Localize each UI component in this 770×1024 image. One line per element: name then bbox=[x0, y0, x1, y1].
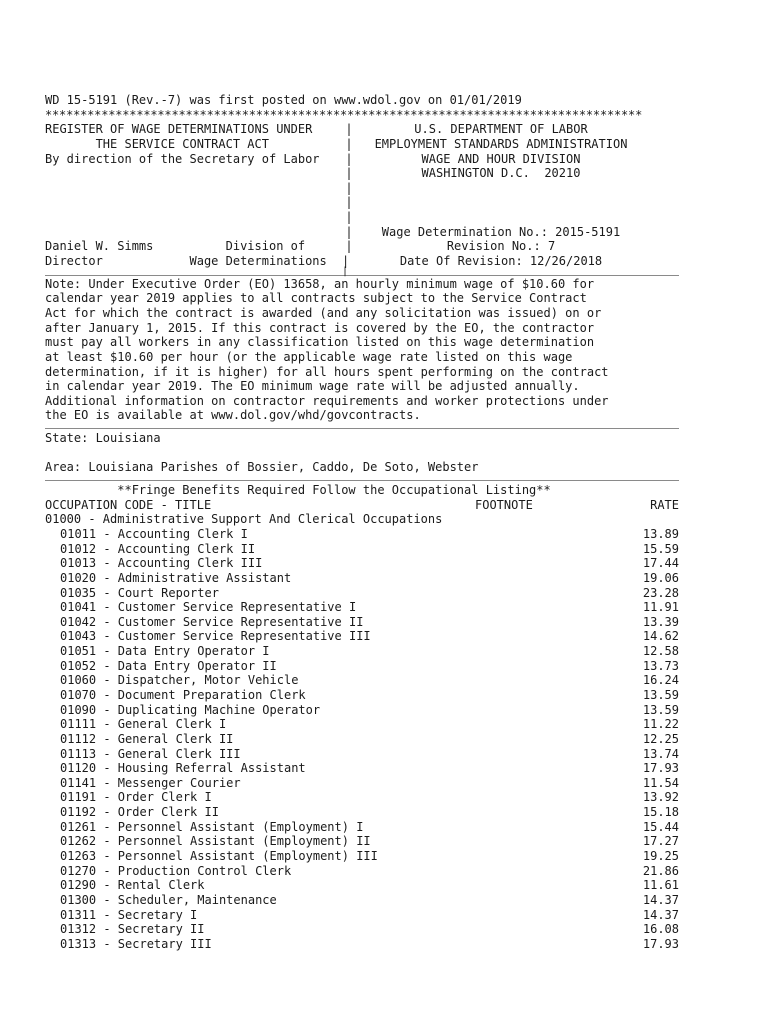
header-separator: | bbox=[345, 210, 353, 225]
occupation-rate: 14.37 bbox=[642, 892, 679, 907]
header-separator: | bbox=[342, 265, 349, 277]
table-row bbox=[45, 864, 685, 879]
occupation-rate: 14.37 bbox=[642, 907, 679, 922]
table-row bbox=[45, 556, 685, 571]
occupation-title: 01020 - Administrative Assistant bbox=[60, 570, 292, 585]
occupation-title: 01192 - Order Clerk II bbox=[60, 805, 219, 820]
column-header-rate: RATE bbox=[650, 497, 679, 512]
occupation-title: 01011 - Accounting Clerk I bbox=[60, 526, 248, 541]
signer-line-1: Daniel W. Simms Division of bbox=[45, 239, 306, 254]
occupation-rate: 13.74 bbox=[642, 746, 679, 761]
table-row bbox=[45, 703, 685, 718]
occupation-rate: 13.73 bbox=[642, 658, 679, 673]
occupation-title: 01013 - Accounting Clerk III bbox=[60, 556, 263, 571]
signer-line-2: Director Wage Determinations bbox=[45, 254, 327, 269]
occupation-rate: 16.24 bbox=[642, 673, 679, 688]
occupation-title: 01112 - General Clerk II bbox=[60, 731, 234, 746]
table-row bbox=[45, 615, 685, 630]
header-separator: | bbox=[345, 239, 353, 254]
occupation-title: 01113 - General Clerk III bbox=[60, 746, 241, 761]
occupation-title: 01311 - Secretary I bbox=[60, 907, 198, 922]
divider bbox=[45, 428, 679, 429]
table-row bbox=[45, 659, 685, 674]
occupation-rate: 12.58 bbox=[642, 644, 679, 659]
column-header-footnote: FOOTNOTE bbox=[475, 497, 533, 512]
posted-line: WD 15-5191 (Rev.-7) was first posted on www.wdol.gov on 01/01/2019 bbox=[45, 93, 522, 107]
wage-determination-document bbox=[45, 93, 685, 952]
occupation-rate: 11.61 bbox=[642, 878, 679, 893]
table-row bbox=[45, 586, 685, 601]
occupation-title: 01141 - Messenger Courier bbox=[60, 775, 241, 790]
register-title-line-2: THE SERVICE CONTRACT ACT bbox=[45, 136, 269, 151]
table-row bbox=[45, 761, 685, 776]
occupation-rate: 11.91 bbox=[642, 600, 679, 615]
table-row bbox=[45, 629, 685, 644]
occupation-rate: 23.28 bbox=[642, 585, 679, 600]
header-separator: | bbox=[345, 180, 353, 195]
header-separator: | bbox=[345, 122, 353, 137]
divider bbox=[45, 275, 679, 276]
occupation-rate: 14.62 bbox=[642, 629, 679, 644]
table-row bbox=[45, 908, 685, 923]
occupation-rate: 17.93 bbox=[642, 936, 679, 951]
occupation-title: 01290 - Rental Clerk bbox=[60, 878, 205, 893]
table-row bbox=[45, 688, 685, 703]
occupation-rate: 19.06 bbox=[642, 570, 679, 585]
table-row bbox=[45, 849, 685, 864]
division-name: WAGE AND HOUR DIVISION bbox=[421, 151, 581, 166]
occupation-rate: 19.25 bbox=[642, 849, 679, 864]
table-row bbox=[45, 834, 685, 849]
occupation-rate: 13.39 bbox=[642, 614, 679, 629]
occupation-title: 01312 - Secretary II bbox=[60, 922, 205, 937]
table-row bbox=[45, 747, 685, 762]
table-row bbox=[45, 790, 685, 805]
table-row bbox=[45, 732, 685, 747]
revision-date: Date Of Revision: 12/26/2018 bbox=[399, 254, 603, 269]
occupation-title: 01052 - Data Entry Operator II bbox=[60, 658, 277, 673]
table-row bbox=[45, 571, 685, 586]
table-row bbox=[45, 644, 685, 659]
occupation-title: 01313 - Secretary III bbox=[60, 936, 212, 951]
eo-minimum-wage-note: Note: Under Executive Order (EO) 13658, an hourly minimum wage of $10.60 for calendar year 2019 applies to all contracts subject to the Service Contract Act for which the contract is awarded (and any solicitation was issued) on or after January 1, 2015. If this contract is covered by the EO, the contractor must pay all workers in any classification listed on this wage determination at least $10.60 per hour (or the applicable wage rate listed on this wage determination, if it is higher) for all hours spent performing on the contract in calendar year 2019. The EO minimum wage rate will be adjusted annually. Additional information on contractor requirements and worker protections under the EO is available at www.dol.gov/whd/govcontracts. bbox=[45, 276, 609, 423]
occupation-rate: 13.92 bbox=[642, 790, 679, 805]
table-row bbox=[45, 805, 685, 820]
header-separator: | bbox=[345, 151, 353, 166]
occupation-title: 01012 - Accounting Clerk II bbox=[60, 541, 256, 556]
header-separator: | bbox=[345, 195, 353, 210]
occupation-rate: 15.44 bbox=[642, 819, 679, 834]
header-separator: | bbox=[342, 254, 350, 269]
occupation-title: 01262 - Personnel Assistant (Employment) II bbox=[60, 834, 371, 849]
register-title-line-3: By direction of the Secretary of Labor bbox=[45, 151, 320, 166]
table-row bbox=[45, 937, 685, 952]
occupation-title: 01300 - Scheduler, Maintenance bbox=[60, 892, 277, 907]
division-address: WASHINGTON D.C. 20210 bbox=[421, 166, 581, 181]
occupation-title: 01261 - Personnel Assistant (Employment) I bbox=[60, 819, 364, 834]
occupation-group-title: 01000 - Administrative Support And Clerical Occupations bbox=[45, 512, 443, 527]
occupation-title: 01090 - Duplicating Machine Operator bbox=[60, 702, 321, 717]
column-header-code-title: OCCUPATION CODE - TITLE bbox=[45, 497, 212, 512]
header-separator: | bbox=[345, 224, 353, 239]
wage-determination-number: Wage Determination No.: 2015-5191 bbox=[381, 224, 621, 239]
occupation-title: 01060 - Dispatcher, Motor Vehicle bbox=[60, 673, 299, 688]
occupation-rate: 13.89 bbox=[642, 526, 679, 541]
occupation-rate: 17.93 bbox=[642, 761, 679, 776]
occupation-rate: 17.44 bbox=[642, 556, 679, 571]
occupation-rate: 11.22 bbox=[642, 717, 679, 732]
register-title-line-1: REGISTER OF WAGE DETERMINATIONS UNDER bbox=[45, 122, 313, 137]
area-line: Area: Louisiana Parishes of Bossier, Caddo, De Soto, Webster bbox=[45, 460, 479, 475]
fringe-benefits-note: **Fringe Benefits Required Follow the Occupational Listing** bbox=[45, 483, 551, 498]
header-block bbox=[45, 122, 685, 277]
occupation-title: 01263 - Personnel Assistant (Employment) III bbox=[60, 849, 378, 864]
occupation-title: 01051 - Data Entry Operator I bbox=[60, 644, 270, 659]
table-row bbox=[45, 922, 685, 937]
occupation-rate: 11.54 bbox=[642, 775, 679, 790]
occupation-list bbox=[45, 527, 685, 952]
table-row bbox=[45, 673, 685, 688]
department-name: U.S. DEPARTMENT OF LABOR bbox=[414, 122, 588, 137]
occupation-title: 01120 - Housing Referral Assistant bbox=[60, 761, 306, 776]
table-row bbox=[45, 776, 685, 791]
occupation-rate: 21.86 bbox=[642, 863, 679, 878]
state-line: State: Louisiana bbox=[45, 431, 161, 446]
occupation-title: 01111 - General Clerk I bbox=[60, 717, 227, 732]
administration-name: EMPLOYMENT STANDARDS ADMINISTRATION bbox=[374, 136, 628, 151]
table-row bbox=[45, 878, 685, 893]
occupation-rate: 13.59 bbox=[642, 687, 679, 702]
table-header bbox=[45, 498, 685, 513]
occupation-rate: 16.08 bbox=[642, 922, 679, 937]
table-row bbox=[45, 820, 685, 835]
table-row bbox=[45, 542, 685, 557]
occupation-rate: 12.25 bbox=[642, 731, 679, 746]
table-row bbox=[45, 893, 685, 908]
occupation-title: 01191 - Order Clerk I bbox=[60, 790, 212, 805]
occupation-title: 01042 - Customer Service Representative II bbox=[60, 614, 364, 629]
occupation-rate: 15.59 bbox=[642, 541, 679, 556]
occupation-rate: 15.18 bbox=[642, 805, 679, 820]
table-row bbox=[45, 527, 685, 542]
table-row bbox=[45, 600, 685, 615]
occupation-title: 01270 - Production Control Clerk bbox=[60, 863, 292, 878]
star-divider: ************************************************************************************* bbox=[45, 107, 643, 122]
revision-number: Revision No.: 7 bbox=[446, 239, 556, 254]
occupation-title: 01070 - Document Preparation Clerk bbox=[60, 687, 306, 702]
occupation-title: 01035 - Court Reporter bbox=[60, 585, 219, 600]
occupation-rate: 17.27 bbox=[642, 834, 679, 849]
table-row bbox=[45, 717, 685, 732]
occupation-rate: 13.59 bbox=[642, 702, 679, 717]
divider bbox=[45, 480, 679, 481]
header-separator: | bbox=[345, 136, 353, 151]
occupation-title: 01043 - Customer Service Representative III bbox=[60, 629, 371, 644]
occupation-title: 01041 - Customer Service Representative I bbox=[60, 600, 357, 615]
header-separator: | bbox=[345, 166, 353, 181]
